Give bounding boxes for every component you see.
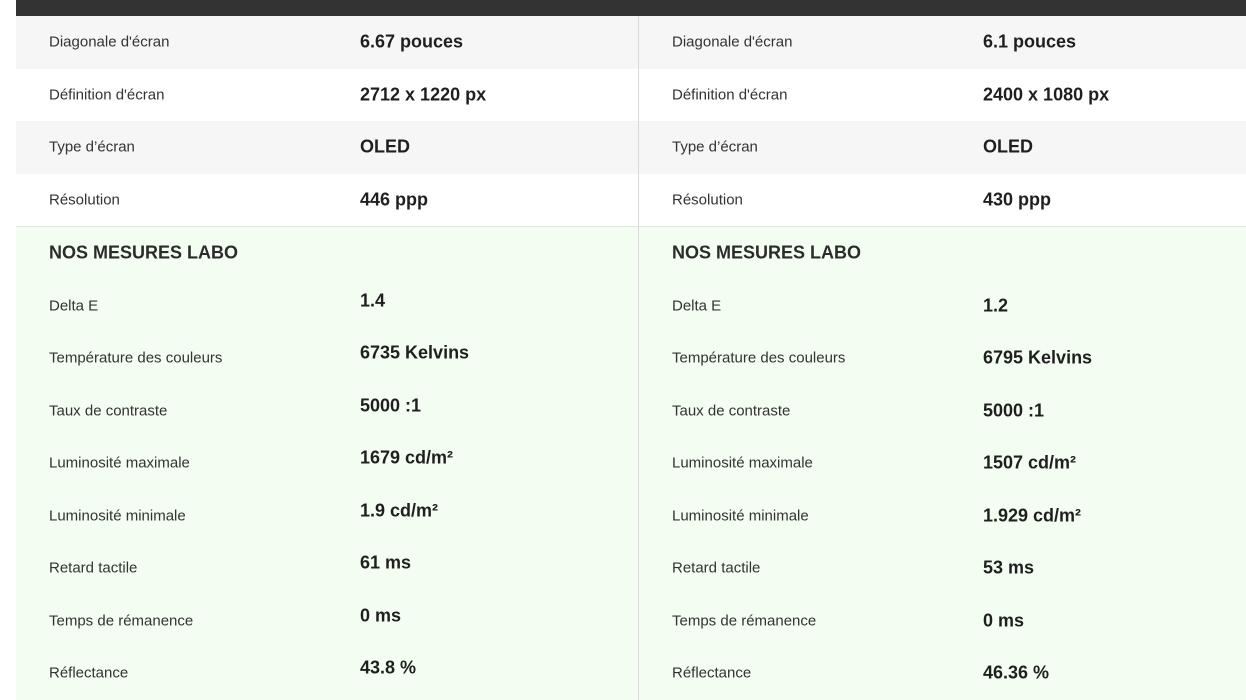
- lab-section-header: [16, 227, 638, 280]
- lab-label: Réflectance: [49, 664, 129, 682]
- lab-row-max-brightness: [16, 437, 638, 490]
- lab-value: 1.4: [360, 290, 386, 310]
- lab-value: 1.929 cd/m²: [983, 505, 1082, 526]
- spec-value: 6.67 pouces: [360, 31, 464, 52]
- lab-value: 0 ms: [360, 605, 402, 625]
- lab-label: Retard tactile: [49, 559, 138, 577]
- spec-row-screen-definition: [639, 69, 1246, 122]
- lab-value: 0 ms: [983, 610, 1025, 631]
- lab-label: Temps de rémanence: [49, 612, 194, 630]
- lab-value: 1507 cd/m²: [983, 452, 1077, 473]
- phone-column-left: [16, 16, 639, 700]
- spec-row-screen-type: [639, 121, 1246, 174]
- lab-value: 1.9 cd/m²: [360, 500, 439, 520]
- spec-row-resolution: [639, 174, 1246, 227]
- lab-measures-section: [639, 226, 1246, 700]
- spec-value: 6.1 pouces: [983, 31, 1077, 52]
- lab-section-header: [639, 227, 1246, 280]
- lab-row-persistence-time: [16, 595, 638, 648]
- spec-value: OLED: [983, 136, 1034, 157]
- lab-row-min-brightness: [16, 490, 638, 543]
- spec-value: 2712 x 1220 px: [360, 84, 487, 105]
- spec-label: Diagonale d'écran: [49, 33, 170, 51]
- lab-value: 53 ms: [983, 557, 1035, 578]
- lab-row-color-temperature: [16, 332, 638, 385]
- spec-row-screen-type: [16, 121, 638, 174]
- lab-measures-section: [16, 226, 638, 700]
- lab-value: 46.36 %: [983, 662, 1050, 683]
- lab-value: 1.2: [983, 295, 1009, 316]
- header-bar: [16, 0, 1246, 16]
- lab-value: 43.8 %: [360, 657, 417, 678]
- lab-row-touch-latency: [639, 542, 1246, 595]
- lab-value: 6735 Kelvins: [360, 342, 470, 363]
- lab-value: 1679 cd/m²: [360, 447, 454, 468]
- spec-row-screen-diagonal: [639, 16, 1246, 69]
- lab-row-reflectance: [639, 647, 1246, 700]
- lab-row-contrast-ratio: [639, 385, 1246, 438]
- lab-label: Réflectance: [672, 664, 752, 682]
- lab-label: Luminosité maximale: [672, 454, 813, 472]
- lab-row-delta-e: [16, 280, 638, 333]
- spec-value: OLED: [360, 136, 411, 157]
- lab-value: 61 ms: [360, 552, 412, 573]
- spec-value: 446 ppp: [360, 189, 429, 210]
- lab-label: Retard tactile: [672, 559, 761, 577]
- spec-row-resolution: [16, 174, 638, 227]
- lab-row-persistence-time: [639, 595, 1246, 648]
- section-title: NOS MESURES LABO: [672, 242, 862, 263]
- phone-column-right: [639, 16, 1246, 700]
- spec-label: Résolution: [49, 191, 120, 209]
- lab-row-reflectance: [16, 647, 638, 700]
- lab-row-min-brightness: [639, 490, 1246, 543]
- lab-row-delta-e: [639, 280, 1246, 333]
- lab-label: Delta E: [672, 297, 722, 315]
- section-title: NOS MESURES LABO: [49, 242, 239, 263]
- lab-label: Temps de rémanence: [672, 612, 817, 630]
- lab-row-contrast-ratio: [16, 385, 638, 438]
- spec-label: Définition d'écran: [49, 86, 165, 104]
- lab-value: 5000 :1: [360, 395, 422, 415]
- comparison-table: [16, 16, 1246, 700]
- lab-label: Luminosité minimale: [49, 507, 186, 525]
- lab-value: 6795 Kelvins: [983, 347, 1093, 368]
- lab-label: Delta E: [49, 297, 99, 315]
- spec-label: Définition d'écran: [672, 86, 788, 104]
- lab-label: Taux de contraste: [49, 402, 168, 420]
- spec-value: 430 ppp: [983, 189, 1052, 210]
- spec-label: Type d’écran: [49, 138, 135, 156]
- spec-value: 2400 x 1080 px: [983, 84, 1110, 105]
- lab-row-color-temperature: [639, 332, 1246, 385]
- lab-label: Taux de contraste: [672, 402, 791, 420]
- spec-row-screen-definition: [16, 69, 638, 122]
- spec-label: Type d’écran: [672, 138, 758, 156]
- lab-row-max-brightness: [639, 437, 1246, 490]
- lab-label: Température des couleurs: [49, 349, 223, 367]
- spec-row-screen-diagonal: [16, 16, 638, 69]
- lab-label: Température des couleurs: [672, 349, 846, 367]
- spec-label: Diagonale d'écran: [672, 33, 793, 51]
- lab-label: Luminosité minimale: [672, 507, 809, 525]
- lab-row-touch-latency: [16, 542, 638, 595]
- spec-label: Résolution: [672, 191, 743, 209]
- lab-value: 5000 :1: [983, 400, 1045, 421]
- lab-label: Luminosité maximale: [49, 454, 190, 472]
